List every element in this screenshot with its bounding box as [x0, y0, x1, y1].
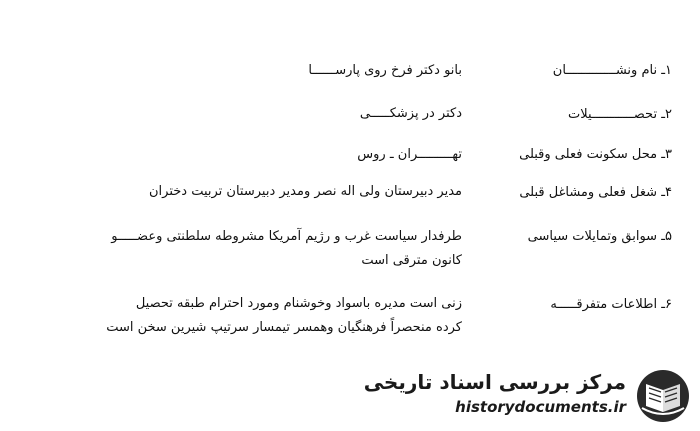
field-value: [32, 143, 462, 167]
watermark-name: مرکز بررسی اسناد تاریخی: [363, 370, 626, 394]
watermark-site: historydocuments.ir: [455, 398, 626, 416]
field-label: ۶ـ اطلاعات متفرقـــــه: [550, 297, 672, 312]
field-value-line: تهـــــــــران ـ روس: [357, 147, 462, 162]
field-label: ۳ـ محل سکونت فعلی وقبلی: [519, 147, 672, 162]
field-value-line: زنی است مدیره باسواد وخوشنام ومورد احترام طبقه تحصیل: [135, 296, 462, 311]
field-value-line: طرفدار سیاست غرب و رژیم آمریکا مشروطه سلطنتی وعضـــــو: [111, 229, 462, 244]
field-value: [32, 225, 462, 273]
field-label: ۲ـ تحصـــــــــــیلات: [567, 107, 672, 122]
field-value-line: کانون مترقی است: [361, 253, 462, 268]
field-label: ۱ـ نام ونشـــــــــــــان: [552, 63, 672, 78]
open-book-logo-icon: [634, 368, 692, 424]
field-label: ۴ـ شغل فعلی ومشاغل قبلی: [519, 185, 672, 200]
watermark: [363, 366, 696, 426]
field-value: [32, 180, 462, 204]
field-value-line: دکتر در پزشکـــــی: [359, 106, 462, 121]
field-value-line: کرده منحصراً فرهنگیان وهمسر تیمسار سرتیپ شیرین سخن است: [106, 320, 462, 335]
field-label: ۵ـ سوابق وتمایلات سیاسی: [527, 229, 672, 244]
field-value-line: بانو دکتر فرخ روی پارســــــا: [308, 63, 462, 78]
field-value: [32, 102, 462, 126]
field-value: [32, 59, 462, 83]
field-value-line: مدیر دبیرستان ولی اله نصر ومدیر دبیرستان تربیت دختران: [148, 184, 462, 199]
field-value: [32, 292, 462, 340]
